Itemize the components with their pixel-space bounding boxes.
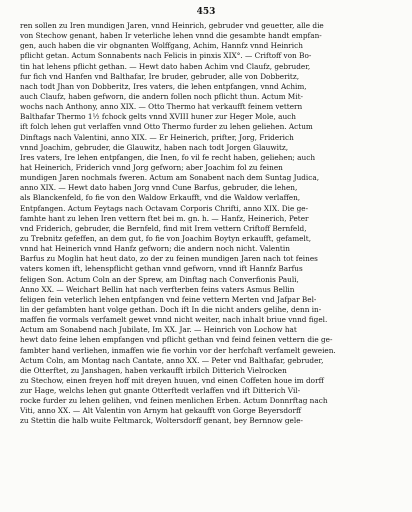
text-line: vnd Friderich, gebruder, die Bernfeld, find mit Irem vettern Criftoff Bernfeld, [20,223,307,233]
text-line: lin der gefambten hant volge gethan. Doch ift In die nicht anders gelihe, denn in- [20,304,322,314]
page-number: 453 [196,7,216,17]
text-line: die Otterftet, zu Janshagen, haben verkaufft irbilch Ditterich Vielrocken [20,365,287,375]
text-line: zu Trebnitz gefeffen, an dem gut, fo fie von Joachim Boytyn erkaufft, gefamelt, [20,233,312,243]
text-line: als Blanckenfeld, fo fie von den Waldow Erkaufft, vnd die Waldow verlaffen, [20,193,301,203]
text-line: Actum Coln, am Montag nach Cantate, anno XX. — Peter vnd Balthafar, gebruder, [20,355,324,365]
text-line: nach todt Jhan von Dobberitz, Ires vaters, die lehen entpfangen, vnnd Achim, [20,81,307,91]
text-line: pflicht getan. Actum Sonnabents nach Felicis in pinxis XIX°. — Criftoff von Bo- [20,51,312,61]
text-line: Barfus zu Moglin hat heut dato, zo der zu feinen mundigen Jaren nach tot feines [20,254,318,264]
text-line: zu Stechow, einen freyen hoff mit dreyen huuen, vnd einen Coffeten houe im dorff [20,375,324,385]
text-line: Ires vaters, Ire lehen entpfangen, die Inen, fo vil fe recht haben, geliehen; auch [20,152,316,162]
text-line: zur Hage, welchs lehen gut gnante Otterftedt verlaffen vnd ift Ditterich Vil- [20,386,301,396]
text-line: famhte hant zu lehen Iren vettern ftet bei m. gn. h. — Hanfz, Heinerich, Peter [20,213,309,223]
text-line: maffen fie vormals verfamelt gewet vnnd nicht weiter, nach inhalt briue vnnd figel. [20,315,328,325]
text-line: wochs nach Anthony, anno XIX. — Otto Thermo hat verkaufft feinem vettern [20,102,303,112]
text-line: Viti, anno XX. — Alt Valentin von Arnym hat gekaufft von Gorge Beyersdorff [20,406,302,416]
text-line: ren sollen zu Iren mundigen Jaren, vnnd Heinrich, gebruder vnd geuetter, alle die [20,21,324,30]
text-line: rocke furder zu lehen gelihen, vnd feinen menlichen Erben. Actum Donnrftag nach [20,396,328,406]
text-line: hat Heinerich, Friderich vnnd Jorg gefworn; aber Joachim fol zu feinen [20,162,283,172]
text-line: Entpfangen. Actum Feytags nach Octavam Corporis Chrifti, anno XIX. Die ge- [20,203,309,213]
text-line: mundigen Jaren nochmals fweren. Actum am Sonabent nach dem Suntag Judica, [20,173,320,183]
text-line: Balthafar Thermo 1½ fchock gelts vnnd XVIII huner zur Heger Mole, auch [20,112,296,122]
text-line: vnnd Joachim, gebruder, die Glauwitz, haben nach todt Jorgen Glauwitz, [20,142,289,152]
text-line: zu Stettin die halb wuite Feltmarck, Woltersdorff genant, bey Bernnow gele- [20,416,303,426]
text-line: feligen fein veterlich lehen entpfangen vnd feine vettern Merten vnd Jafpar Bel- [20,294,317,304]
text-line: auch Claufz, haben gefworn, die andern follen noch pflicht thun. Actum Mit- [20,91,304,101]
text-line: tin hat lehens pflicht gethan. — Hewt dato haben Achim vnd Claufz, gebruder, [20,61,311,71]
text-line: Dinftags nach Valentini, anno XIX. — Er Heinerich, prifter, Jorg, Friderich [20,132,294,142]
text-line: Anno XX. — Weichart Bellin hat nach verfterben feins vaters Asmus Bellin [20,284,295,294]
text-line: fambter hand verliehen, inmaffen wie fie vorhin vor der herfchaft verfamelt geweien. [20,345,336,355]
body-text [20,21,398,427]
text-line: vnnd hat Heinerich vnnd Hanfz gefworn; die andern noch nicht. Valentin [20,244,290,254]
text-line: fur fich vnd Hanfen vnd Balthafar, Ire bruder, gebruder, alle von Dobberitz, [20,71,300,81]
text-line: feligen Son. Actum Coln an der Sprew, am Dinftag nach Converfionis Pauli, [20,274,299,284]
text-line: von Stechow genant, haben Ir veterliche lehen vnnd die gesambte handt empfan- [20,31,322,41]
text-line: gen, auch haben die vir obgnanten Wolffgang, Achim, Hannfz vnnd Heinrich [20,41,303,51]
text-line: Actum am Sonabend nach Jubilate, Im XX. Jar. — Heinrich von Lochow hat [20,325,297,335]
text-line: anno XIX. — Hewt dato haben Jorg vnnd Cune Barfus, gebruder, die lehen, [20,183,298,193]
text-line: vaters komen ift, lehenspflicht gethan vnnd gefworn, vnnd ift Hannfz Barfus [20,264,303,274]
text-line: hewt dato feine lehen empfangen vnd pflicht gethan vnd feind feinen vettern die ge- [20,335,333,345]
text-line: ift folch lehen gut verlaffen vnnd Otto Thermo furder zu lehen geliehen. Actum [20,122,313,132]
